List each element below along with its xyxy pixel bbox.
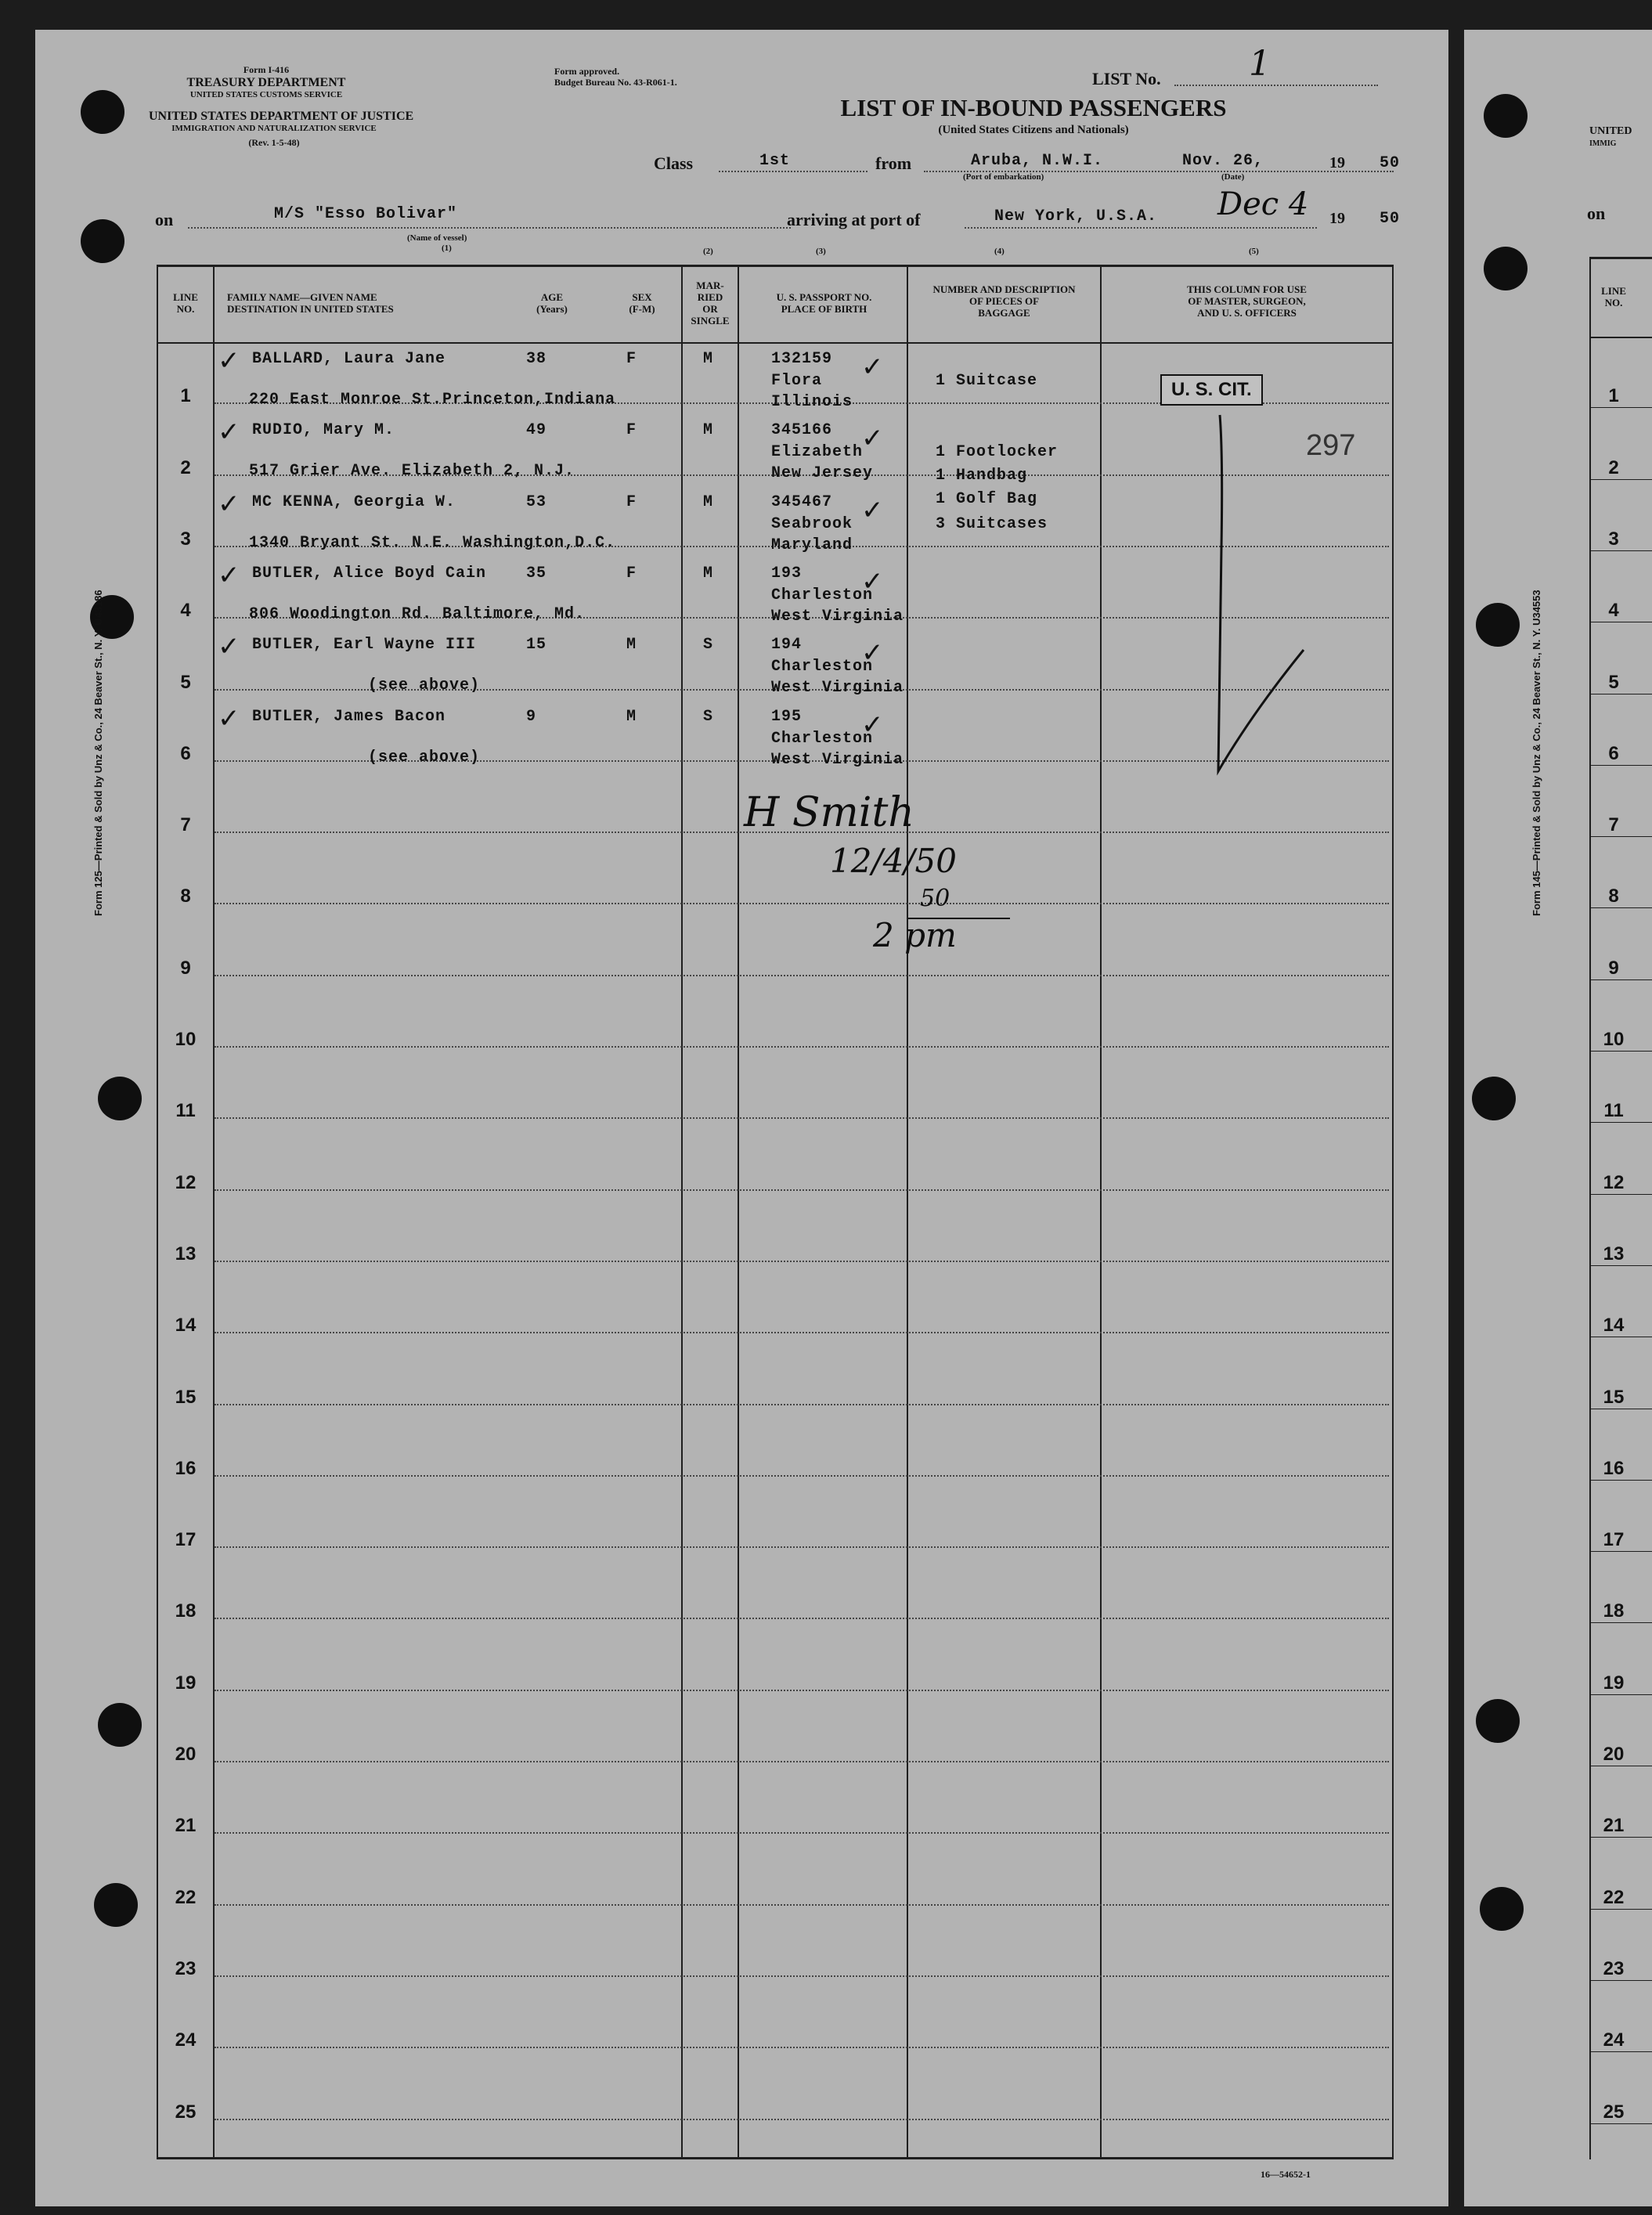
port-caption: (Port of embarkation) bbox=[963, 172, 1044, 182]
col-number-3: (3) bbox=[816, 247, 826, 256]
row-divider bbox=[215, 1189, 1389, 1191]
destination-address: 517 Grier Ave. Elizabeth 2, N.J. bbox=[249, 462, 575, 481]
next-page-line-number: 16 bbox=[1603, 1457, 1625, 1479]
passenger-marital: M bbox=[703, 564, 714, 583]
baggage-item: 1 Handbag bbox=[936, 467, 1028, 485]
page-subtitle: (United States Citizens and Nationals) bbox=[938, 124, 1129, 136]
next-page-line-number: 19 bbox=[1603, 1672, 1625, 1694]
line-number: 10 bbox=[175, 1029, 197, 1050]
next-page-row-line bbox=[1589, 2123, 1652, 2124]
punch-hole bbox=[94, 1883, 138, 1927]
col-officers: THIS COLUMN FOR USE OF MASTER, SURGEON, AND U. S. OFFICERS bbox=[1187, 283, 1307, 319]
passenger-age: 49 bbox=[526, 421, 547, 440]
col-marital: MAR- RIED OR SINGLE bbox=[691, 280, 730, 326]
next-page-row-line bbox=[1589, 979, 1652, 980]
footer-code: 16—54652-1 bbox=[1261, 2169, 1311, 2180]
line-number: 12 bbox=[175, 1171, 197, 1193]
next-page-row-line bbox=[1589, 407, 1652, 408]
class-label: Class bbox=[654, 153, 694, 173]
next-page-header: UNITED bbox=[1589, 125, 1632, 137]
col-number-2: (2) bbox=[703, 247, 713, 256]
passport-checkmark: ✓ bbox=[861, 709, 884, 741]
arrival-year: 50 bbox=[1380, 210, 1401, 228]
form-number: Form I-416 bbox=[243, 64, 290, 75]
row-divider bbox=[215, 1046, 1389, 1048]
line-number: 15 bbox=[175, 1386, 197, 1408]
birthplace-city: Charleston bbox=[771, 586, 874, 604]
next-page-row-line bbox=[1589, 1265, 1652, 1266]
birthplace-city: Elizabeth bbox=[771, 443, 864, 462]
passport-number: 345467 bbox=[771, 492, 833, 511]
passenger-sex: F bbox=[626, 350, 637, 368]
list-number-label: LIST No. bbox=[1092, 69, 1161, 88]
col-sex: SEX (F-M) bbox=[629, 291, 655, 315]
next-page-line-number: 14 bbox=[1603, 1315, 1625, 1337]
next-page-line-number: 20 bbox=[1603, 1744, 1625, 1765]
passenger-marital: S bbox=[703, 636, 714, 655]
row-divider bbox=[215, 903, 1389, 904]
next-page-row-line bbox=[1589, 1480, 1652, 1481]
line-number: 17 bbox=[175, 1529, 197, 1551]
vessel-caption: (Name of vessel) bbox=[407, 233, 467, 243]
next-page-line-number: 1 bbox=[1608, 385, 1619, 407]
line-number: 8 bbox=[180, 886, 191, 907]
passport-number: 194 bbox=[771, 636, 803, 655]
name-checkmark: ✓ bbox=[218, 631, 240, 663]
next-page-row-line bbox=[1589, 1837, 1652, 1838]
birthplace-state: West Virginia bbox=[771, 607, 904, 626]
next-page-row-line bbox=[1589, 1622, 1652, 1623]
passport-checkmark: ✓ bbox=[861, 565, 884, 597]
next-page-line-number: 15 bbox=[1603, 1386, 1625, 1408]
passenger-marital: M bbox=[703, 350, 714, 368]
handwritten-time-a: 50 bbox=[920, 885, 950, 912]
passport-checkmark: ✓ bbox=[861, 637, 884, 669]
line-number: 22 bbox=[175, 1886, 197, 1908]
line-number: 4 bbox=[180, 600, 191, 622]
next-page-line-number: 17 bbox=[1603, 1529, 1625, 1551]
arrival-year-prefix: 19 bbox=[1329, 210, 1345, 227]
col-name: FAMILY NAME—GIVEN NAME DESTINATION IN UNITED STATES bbox=[227, 291, 394, 315]
name-checkmark: ✓ bbox=[218, 559, 240, 591]
next-page-row-line bbox=[1589, 907, 1652, 908]
row-divider bbox=[215, 1904, 1389, 1906]
side-imprint-right: Form 145—Printed & Sold by Unz & Co., 24 Beaver St., N. Y. U34553 bbox=[1531, 590, 1542, 916]
birthplace-state: West Virginia bbox=[771, 750, 904, 769]
line-number: 7 bbox=[180, 814, 191, 836]
next-page-line-number: 22 bbox=[1603, 1886, 1625, 1908]
punch-hole bbox=[81, 90, 124, 134]
birthplace-state: Maryland bbox=[771, 536, 853, 554]
col-number-4: (4) bbox=[994, 247, 1005, 256]
birthplace-city: Seabrook bbox=[771, 514, 853, 533]
line-number: 2 bbox=[180, 456, 191, 478]
row-divider bbox=[215, 1332, 1389, 1333]
col-age: AGE (Years) bbox=[536, 291, 568, 315]
next-page-row-line bbox=[1589, 1194, 1652, 1195]
passenger-name: BUTLER, James Bacon bbox=[252, 707, 446, 726]
large-checkmark bbox=[1174, 407, 1315, 783]
row-divider bbox=[215, 2047, 1389, 2048]
punch-hole bbox=[1472, 1077, 1516, 1120]
line-number: 9 bbox=[180, 957, 191, 979]
row-divider bbox=[215, 1404, 1389, 1405]
next-page-line-number: 2 bbox=[1608, 456, 1619, 478]
passenger-name: BUTLER, Earl Wayne III bbox=[252, 636, 477, 655]
passenger-sex: F bbox=[626, 492, 637, 511]
baggage-item: 1 Suitcase bbox=[936, 372, 1038, 390]
passenger-marital: M bbox=[703, 492, 714, 511]
row-divider bbox=[215, 1261, 1389, 1262]
next-page-line-number: 10 bbox=[1603, 1029, 1625, 1050]
punch-hole bbox=[98, 1703, 142, 1747]
row-divider bbox=[215, 975, 1389, 976]
line-number: 24 bbox=[175, 2029, 197, 2051]
passport-number: 193 bbox=[771, 564, 803, 583]
next-page-line-number: 25 bbox=[1603, 2101, 1625, 2123]
handwritten-signature: H Smith bbox=[744, 789, 914, 836]
passenger-marital: M bbox=[703, 421, 714, 440]
col-passport: U. S. PASSPORT NO. PLACE OF BIRTH bbox=[776, 291, 872, 315]
next-page-subheader: IMMIG bbox=[1589, 139, 1617, 148]
page-title: LIST OF IN-BOUND PASSENGERS bbox=[840, 94, 1227, 121]
birthplace-city: Charleston bbox=[771, 729, 874, 748]
us-citizen-stamp: U. S. CIT. bbox=[1160, 374, 1263, 406]
next-page-row-line bbox=[1589, 550, 1652, 551]
passenger-age: 38 bbox=[526, 350, 547, 368]
line-number: 19 bbox=[175, 1672, 197, 1694]
row-divider bbox=[215, 1975, 1389, 1977]
dept-ins: IMMIGRATION AND NATURALIZATION SERVICE bbox=[171, 124, 377, 133]
punch-hole bbox=[1480, 1887, 1524, 1931]
year-prefix: 19 bbox=[1329, 154, 1345, 171]
next-page-row-line bbox=[1589, 765, 1652, 766]
from-label: from bbox=[875, 153, 912, 173]
row-divider bbox=[215, 1832, 1389, 1834]
dept-treasury: TREASURY DEPARTMENT bbox=[186, 76, 346, 89]
birthplace-state: Illinois bbox=[771, 393, 853, 411]
passport-number: 195 bbox=[771, 707, 803, 726]
col-number-5: (5) bbox=[1249, 247, 1259, 256]
next-page-row-line bbox=[1589, 1980, 1652, 1981]
passenger-sex: F bbox=[626, 421, 637, 440]
next-page-line-number: 13 bbox=[1603, 1243, 1625, 1264]
row-divider bbox=[215, 1546, 1389, 1548]
passenger-name: MC KENNA, Georgia W. bbox=[252, 492, 456, 511]
row-divider bbox=[215, 1475, 1389, 1477]
destination-address: (see above) bbox=[368, 676, 481, 695]
name-checkmark: ✓ bbox=[218, 345, 240, 377]
passport-checkmark: ✓ bbox=[861, 494, 884, 526]
row-divider bbox=[215, 1690, 1389, 1691]
row-divider bbox=[215, 1117, 1389, 1119]
arrival-port: New York, U.S.A. bbox=[994, 207, 1158, 225]
line-number: 3 bbox=[180, 528, 191, 550]
dept-customs: UNITED STATES CUSTOMS SERVICE bbox=[189, 90, 343, 99]
on-label: on bbox=[155, 210, 174, 229]
baggage-item: 1 Golf Bag bbox=[936, 490, 1038, 509]
next-page-col-line: LINE NO. bbox=[1601, 285, 1626, 308]
col-line-no: LINE NO. bbox=[173, 291, 198, 315]
next-page-line-number: 9 bbox=[1608, 957, 1619, 979]
passenger-sex: M bbox=[626, 636, 637, 655]
birthplace-city: Flora bbox=[771, 372, 823, 390]
list-number-value: 1 bbox=[1249, 44, 1271, 84]
next-page-row-line bbox=[1589, 479, 1652, 480]
line-number: 18 bbox=[175, 1600, 197, 1622]
passenger-age: 53 bbox=[526, 492, 547, 511]
punch-hole bbox=[1476, 603, 1520, 647]
next-page-line-number: 18 bbox=[1603, 1600, 1625, 1622]
next-page-line-number: 7 bbox=[1608, 814, 1619, 836]
arrival-date: Dec 4 bbox=[1217, 186, 1309, 222]
passport-number: 345166 bbox=[771, 421, 833, 440]
form-revision: (Rev. 1-5-48) bbox=[248, 137, 300, 148]
vessel-name: M/S "Esso Bolivar" bbox=[274, 205, 458, 223]
class-value: 1st bbox=[759, 152, 791, 170]
birthplace-city: Charleston bbox=[771, 658, 874, 676]
side-imprint-left: Form 125—Printed & Sold by Unz & Co., 24 Beaver St., N. Y. U43186 bbox=[92, 590, 104, 916]
passport-checkmark: ✓ bbox=[861, 352, 884, 383]
row-divider bbox=[215, 1761, 1389, 1762]
line-number: 13 bbox=[175, 1243, 197, 1264]
next-page-line-number: 3 bbox=[1608, 528, 1619, 550]
destination-address: (see above) bbox=[368, 748, 481, 767]
year-value: 50 bbox=[1380, 154, 1401, 172]
line-number: 16 bbox=[175, 1457, 197, 1479]
col-baggage: NUMBER AND DESCRIPTION OF PIECES OF BAGGAGE bbox=[932, 283, 1076, 319]
punch-hole bbox=[1476, 1699, 1520, 1743]
line-number: 23 bbox=[175, 1957, 197, 1979]
embark-date: Nov. 26, bbox=[1182, 152, 1264, 170]
next-page-row-line bbox=[1589, 836, 1652, 837]
next-page-line-number: 12 bbox=[1603, 1171, 1625, 1193]
next-page-row-line bbox=[1589, 1122, 1652, 1123]
passport-checkmark: ✓ bbox=[861, 423, 884, 455]
next-page-line-number: 24 bbox=[1603, 2029, 1625, 2051]
next-page-line-number: 4 bbox=[1608, 600, 1619, 622]
next-page-line-number: 5 bbox=[1608, 671, 1619, 693]
destination-address: 1340 Bryant St. N.E. Washington,D.C. bbox=[249, 533, 616, 552]
line-number: 6 bbox=[180, 742, 191, 764]
handwritten-date: 12/4/50 bbox=[830, 842, 957, 880]
embarkation-port: Aruba, N.W.I. bbox=[971, 152, 1104, 170]
baggage-item: 3 Suitcases bbox=[936, 514, 1048, 533]
birthplace-state: West Virginia bbox=[771, 679, 904, 698]
passenger-name: BUTLER, Alice Boyd Cain bbox=[252, 564, 487, 583]
name-checkmark: ✓ bbox=[218, 488, 240, 520]
next-page-line-number: 8 bbox=[1608, 886, 1619, 907]
next-page-row-line bbox=[1589, 2051, 1652, 2052]
line-number: 21 bbox=[175, 1815, 197, 1837]
line-number: 25 bbox=[175, 2101, 197, 2123]
baggage-item: 1 Footlocker bbox=[936, 443, 1059, 462]
stamp-number: 297 bbox=[1306, 429, 1356, 462]
passenger-marital: S bbox=[703, 707, 714, 726]
punch-hole bbox=[81, 219, 124, 263]
line-number: 1 bbox=[180, 385, 191, 407]
date-caption: (Date) bbox=[1221, 172, 1245, 182]
line-number: 14 bbox=[175, 1315, 197, 1337]
passenger-sex: M bbox=[626, 707, 637, 726]
next-page-line-number: 21 bbox=[1603, 1815, 1625, 1837]
next-page-row-line bbox=[1589, 1551, 1652, 1552]
destination-address: 806 Woodington Rd. Baltimore, Md. bbox=[249, 604, 586, 623]
passport-number: 132159 bbox=[771, 350, 833, 368]
passenger-sex: F bbox=[626, 564, 637, 583]
next-page-row-line bbox=[1589, 1694, 1652, 1695]
vessel-col-number: (1) bbox=[442, 244, 452, 253]
row-divider bbox=[215, 1618, 1389, 1619]
passenger-name: BALLARD, Laura Jane bbox=[252, 350, 446, 368]
punch-hole bbox=[98, 1077, 142, 1120]
next-page-line-number: 11 bbox=[1603, 1100, 1624, 1122]
punch-hole bbox=[1484, 94, 1528, 138]
passenger-name: RUDIO, Mary M. bbox=[252, 421, 395, 440]
name-checkmark: ✓ bbox=[218, 417, 240, 449]
passenger-age: 35 bbox=[526, 564, 547, 583]
dept-justice: UNITED STATES DEPARTMENT OF JUSTICE bbox=[149, 110, 414, 123]
birthplace-state: New Jersey bbox=[771, 464, 874, 483]
destination-address: 220 East Monroe St.Princeton,Indiana bbox=[249, 391, 616, 409]
punch-hole bbox=[1484, 247, 1528, 290]
next-page-line-number: 23 bbox=[1603, 1957, 1625, 1979]
line-number: 11 bbox=[175, 1100, 196, 1122]
row-divider bbox=[215, 2119, 1389, 2120]
next-page-row-line bbox=[1589, 1051, 1652, 1052]
budget-bureau: Budget Bureau No. 43-R061-1. bbox=[554, 77, 677, 88]
next-page-line-number: 6 bbox=[1608, 742, 1619, 764]
next-page-on-label: on bbox=[1587, 204, 1606, 223]
passenger-age: 15 bbox=[526, 636, 547, 655]
line-number: 20 bbox=[175, 1744, 197, 1765]
handwritten-time-b: 2 pm bbox=[873, 916, 957, 954]
form-approved: Form approved. bbox=[554, 66, 620, 77]
name-checkmark: ✓ bbox=[218, 702, 240, 734]
next-page-row-line bbox=[1589, 1909, 1652, 1910]
arriving-label: arriving at port of bbox=[787, 210, 921, 229]
line-number: 5 bbox=[180, 671, 191, 693]
passenger-age: 9 bbox=[526, 707, 537, 726]
